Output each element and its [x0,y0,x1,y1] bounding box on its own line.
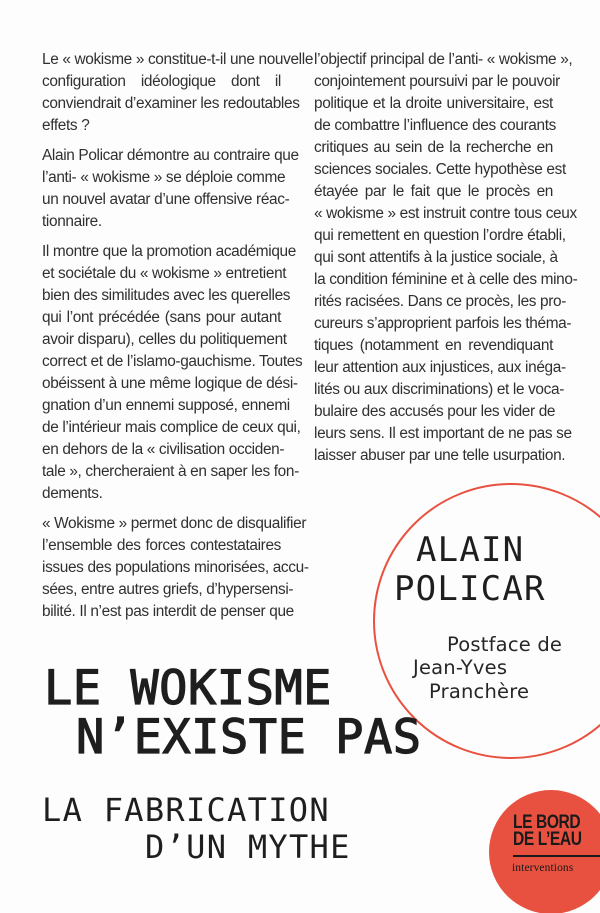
text-line: lités ou aux discriminations) et le voca- [314,381,564,398]
summary-paragraph [42,49,314,137]
author-first-name: ALAIN [416,530,525,570]
text-line: laisser abuser par une telle usurpation. [314,447,566,464]
book-title-line-2: N’EXISTE PAS [76,710,422,765]
text-line: rités racisées. Dans ce procès, les pro- [314,293,567,310]
summary-paragraph [314,49,578,467]
text-line: l’objectif principal de l’anti- « wokisme », [314,51,573,68]
text-line: bien des similitudes avec les querelles [42,287,291,304]
text-line: bilité. Il n’est pas interdit de penser que [42,603,294,620]
publisher-name-line-1: LE BORD [513,812,581,833]
text-line: Il montre que la promotion académique [42,243,296,260]
text-line: configuration idéologique dont il [42,73,281,90]
book-title-line-1: LE WOKISME [44,661,332,716]
text-line: correct et de l’islamo-gauchisme. Toutes [42,353,303,370]
text-line: gnation d’un ennemi supposé, ennemi [42,397,290,414]
text-line: cureurs s’approprient parfois les théma- [314,315,572,332]
text-line: politique et la droite universitaire, est [314,95,553,112]
text-line: étayée par le fait que le procès en [314,183,553,200]
summary-column-right [314,49,578,475]
text-line: Alain Policar démontre au contraire que [42,147,299,164]
text-line: en dehors de la « civilisation occiden- [42,441,285,458]
publisher-logo [489,790,600,913]
summary-paragraph [42,145,299,233]
text-line: critiques au sein de la recherche en [314,139,553,156]
text-line: leurs sens. Il est important de ne pas se [314,425,572,442]
author-last-name: POLICAR [394,569,546,609]
text-line: conviendrait d’examiner les redoutables [42,95,300,112]
postface-author-last-name: Pranchère [429,680,530,703]
publisher-divider [513,855,600,857]
summary-column-left [42,49,314,631]
postface-label: Postface de [447,633,563,656]
text-line: la condition féminine et à celle des mino- [314,271,578,288]
text-line: dements. [42,485,103,502]
text-line: bulaire des accusés pour les vider de [314,403,556,420]
publisher-name-line-2: DE L’EAU [513,829,582,850]
text-line: issues des populations minorisées, accu- [42,559,309,576]
text-line: « Wokisme » permet donc de disqualifier [42,515,307,532]
text-line: tale », chercheraient à en saper les fon- [42,463,299,480]
text-line: de combattre l’influence des courants [314,117,556,134]
text-line: tiques (notamment en revendiquant [314,337,553,354]
publisher-series-name: interventions [512,862,574,874]
postface-author-first-name: Jean-Yves [413,656,508,679]
text-line: un nouvel avatar d’une offensive réac- [42,191,290,208]
text-line: l’ensemble des forces contestataires [42,537,281,554]
text-line: de l’intérieur mais complice de ceux qui, [42,419,301,436]
text-line: qui sont attentifs à la justice sociale, à [314,249,558,266]
text-line: « wokisme » est instruit contre tous ceux [314,205,577,222]
text-line: qui l’ont précédée (sans pour autant [42,309,281,326]
book-subtitle-line-2: D’UN MYTHE [145,828,351,866]
text-line: qui remettent en question l’ordre établi, [314,227,566,244]
text-line: sciences sociales. Cette hypothèse est [314,161,566,178]
text-line: sées, entre autres griefs, d’hypersensi- [42,581,294,598]
book-subtitle-line-1: LA FABRICATION [42,791,330,829]
text-line: leur attention aux injustices, aux inéga- [314,359,566,376]
text-line: l’anti- « wokisme » se déploie comme [42,169,286,186]
summary-paragraph [42,513,309,623]
text-line: effets ? [42,117,90,134]
text-line: avoir disparu), celles du politiquement [42,331,287,348]
text-line: tionnaire. [42,213,102,230]
text-line: obéissent à une même logique de dési- [42,375,298,392]
text-line: Le « wokisme » constitue-t-il une nouvelle [42,51,314,68]
summary-paragraph [42,241,303,505]
text-line: et sociétale du « wokisme » entretient [42,265,287,282]
text-line: conjointement poursuivi par le pouvoir [314,73,560,90]
